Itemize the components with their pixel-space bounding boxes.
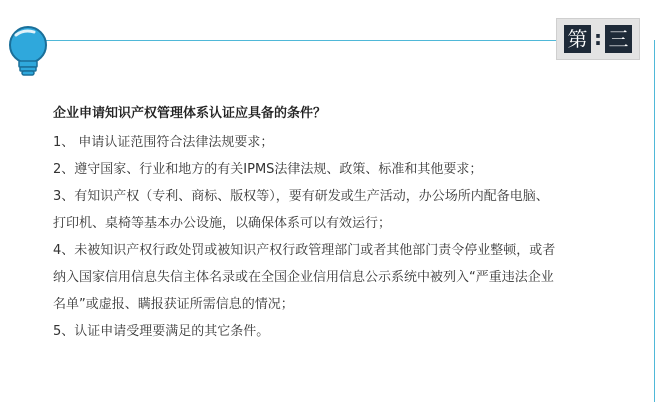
condition-line: 5、认证申请受理要满足的其它条件。 [53, 324, 270, 339]
lightbulb-icon [6, 25, 50, 79]
article-heading: 企业申请知识产权管理体系认证应具备的条件？ [53, 106, 327, 121]
badge-right-char: 三 [605, 25, 632, 53]
condition-line: 4、未被知识产权行政处罚或被知识产权行政管理部门或者其他部门责令停业整顿，或者 [53, 243, 556, 258]
section-badge [556, 18, 640, 60]
condition-line: 名单”或虚报、瞒报获证所需信息的情况； [53, 297, 294, 312]
condition-line: 1、 申请认证范围符合法律法规要求； [53, 135, 274, 150]
condition-line: 3、有知识产权（专利、商标、版权等），要有研发或生产活动，办公场所内配备电脑、 [53, 189, 549, 204]
condition-line: 打印机、桌椅等基本办公设施，以确保体系可以有效运行； [53, 216, 392, 231]
condition-line: 纳入国家信用信息失信主体名录或在全国企业信用信息公示系统中被列入“严重违法企业 [53, 270, 554, 285]
badge-left-char: 第 [564, 25, 591, 53]
condition-line: 2、遵守国家、行业和地方的有关IPMS法律法规、政策、标准和其他要求； [53, 162, 483, 177]
article-body [53, 100, 649, 345]
frame-right-line [654, 40, 655, 402]
badge-separator: : [594, 26, 602, 50]
frame-top-line [46, 40, 556, 41]
